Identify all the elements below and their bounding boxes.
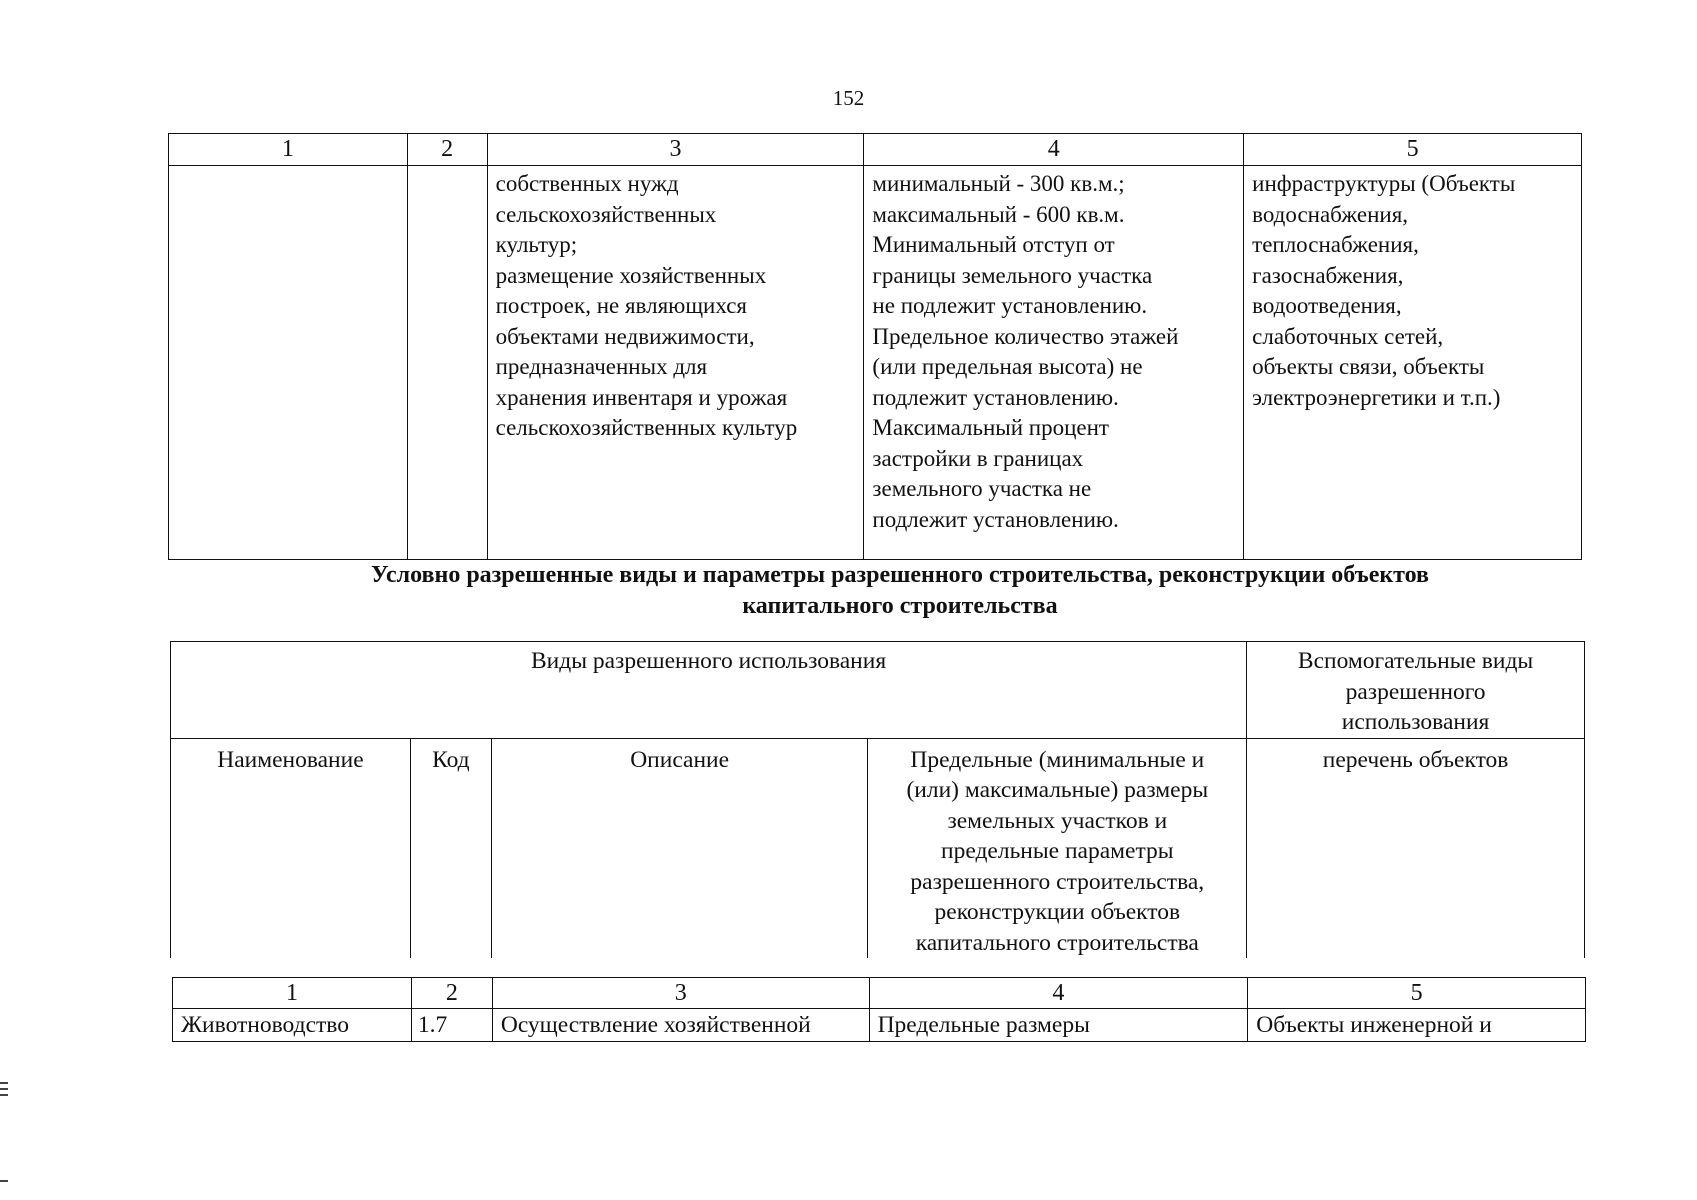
page-number: 152 bbox=[832, 86, 865, 110]
cell-description: собственных нужд сельскохозяйственных культур; размещение хозяйственных построек, не являющихся объектами недвижимости, предназначенных для хранения инвентаря и урожая сельскохозяйственных культур bbox=[487, 166, 864, 560]
group-header-row bbox=[171, 642, 1585, 739]
header-limits: Предельные (минимальные и (или) максимальные) размеры земельных участков и предельные параметры разрешенного строительства, реконструкции объектов капитального строительства bbox=[868, 738, 1247, 958]
table-header-row bbox=[173, 978, 1586, 1009]
header-objects: перечень объектов bbox=[1247, 738, 1585, 958]
col-number-1: 1 bbox=[169, 134, 408, 166]
col-number-4: 4 bbox=[869, 978, 1248, 1009]
table-header-row bbox=[169, 134, 1582, 166]
col-number-5: 5 bbox=[1244, 134, 1582, 166]
table-row bbox=[173, 1009, 1586, 1042]
col-number-1: 1 bbox=[173, 978, 412, 1009]
column-header-row bbox=[171, 738, 1585, 958]
table-start bbox=[172, 977, 1586, 1042]
margin-mark bbox=[0, 1180, 8, 1182]
cell-auxiliary: Объекты инженерной и bbox=[1248, 1009, 1586, 1042]
header-code: Код bbox=[410, 738, 491, 958]
cell-description: Осуществление хозяйственной bbox=[492, 1009, 869, 1042]
margin-mark bbox=[0, 1094, 8, 1096]
col-number-5: 5 bbox=[1248, 978, 1586, 1009]
col-number-2: 2 bbox=[407, 134, 487, 166]
table-row bbox=[169, 166, 1582, 560]
header-description: Описание bbox=[491, 738, 868, 958]
cell-code: 1.7 bbox=[411, 1009, 492, 1042]
cell-name: Животноводство bbox=[173, 1009, 412, 1042]
cell-auxiliary: инфраструктуры (Объекты водоснабжения, теплоснабжения, газоснабжения, водоотведения, слаботочных сетей, объекты связи, объекты электроэнергетики и т.п.) bbox=[1244, 166, 1582, 560]
group-header-permitted-uses: Виды разрешенного использования bbox=[171, 642, 1247, 739]
cell-parameters: минимальный - 300 кв.м.; максимальный - 600 кв.м. Минимальный отступ от границы земельного участка не подлежит установлению. Предельное количество этажей (или предельная высота) не подлежит установлению. Максимальный процент застройки в границах земельного участка не подлежит установлению. bbox=[864, 166, 1244, 560]
header-table bbox=[170, 641, 1585, 958]
section-heading: Условно разрешенные виды и параметры разрешенного строительства, реконструкции объектов капитального строительства bbox=[370, 562, 1430, 619]
cell-code bbox=[407, 166, 487, 560]
margin-mark bbox=[0, 1088, 8, 1090]
cell-parameters: Предельные размеры bbox=[869, 1009, 1248, 1042]
col-number-3: 3 bbox=[492, 978, 869, 1009]
col-number-3: 3 bbox=[487, 134, 864, 166]
group-header-auxiliary: Вспомогательные виды разрешенного использования bbox=[1247, 642, 1585, 739]
cell-name bbox=[169, 166, 408, 560]
header-name: Наименование bbox=[171, 738, 411, 958]
col-number-4: 4 bbox=[864, 134, 1244, 166]
margin-mark bbox=[0, 1082, 8, 1084]
col-number-2: 2 bbox=[411, 978, 492, 1009]
table-continued bbox=[168, 133, 1582, 560]
